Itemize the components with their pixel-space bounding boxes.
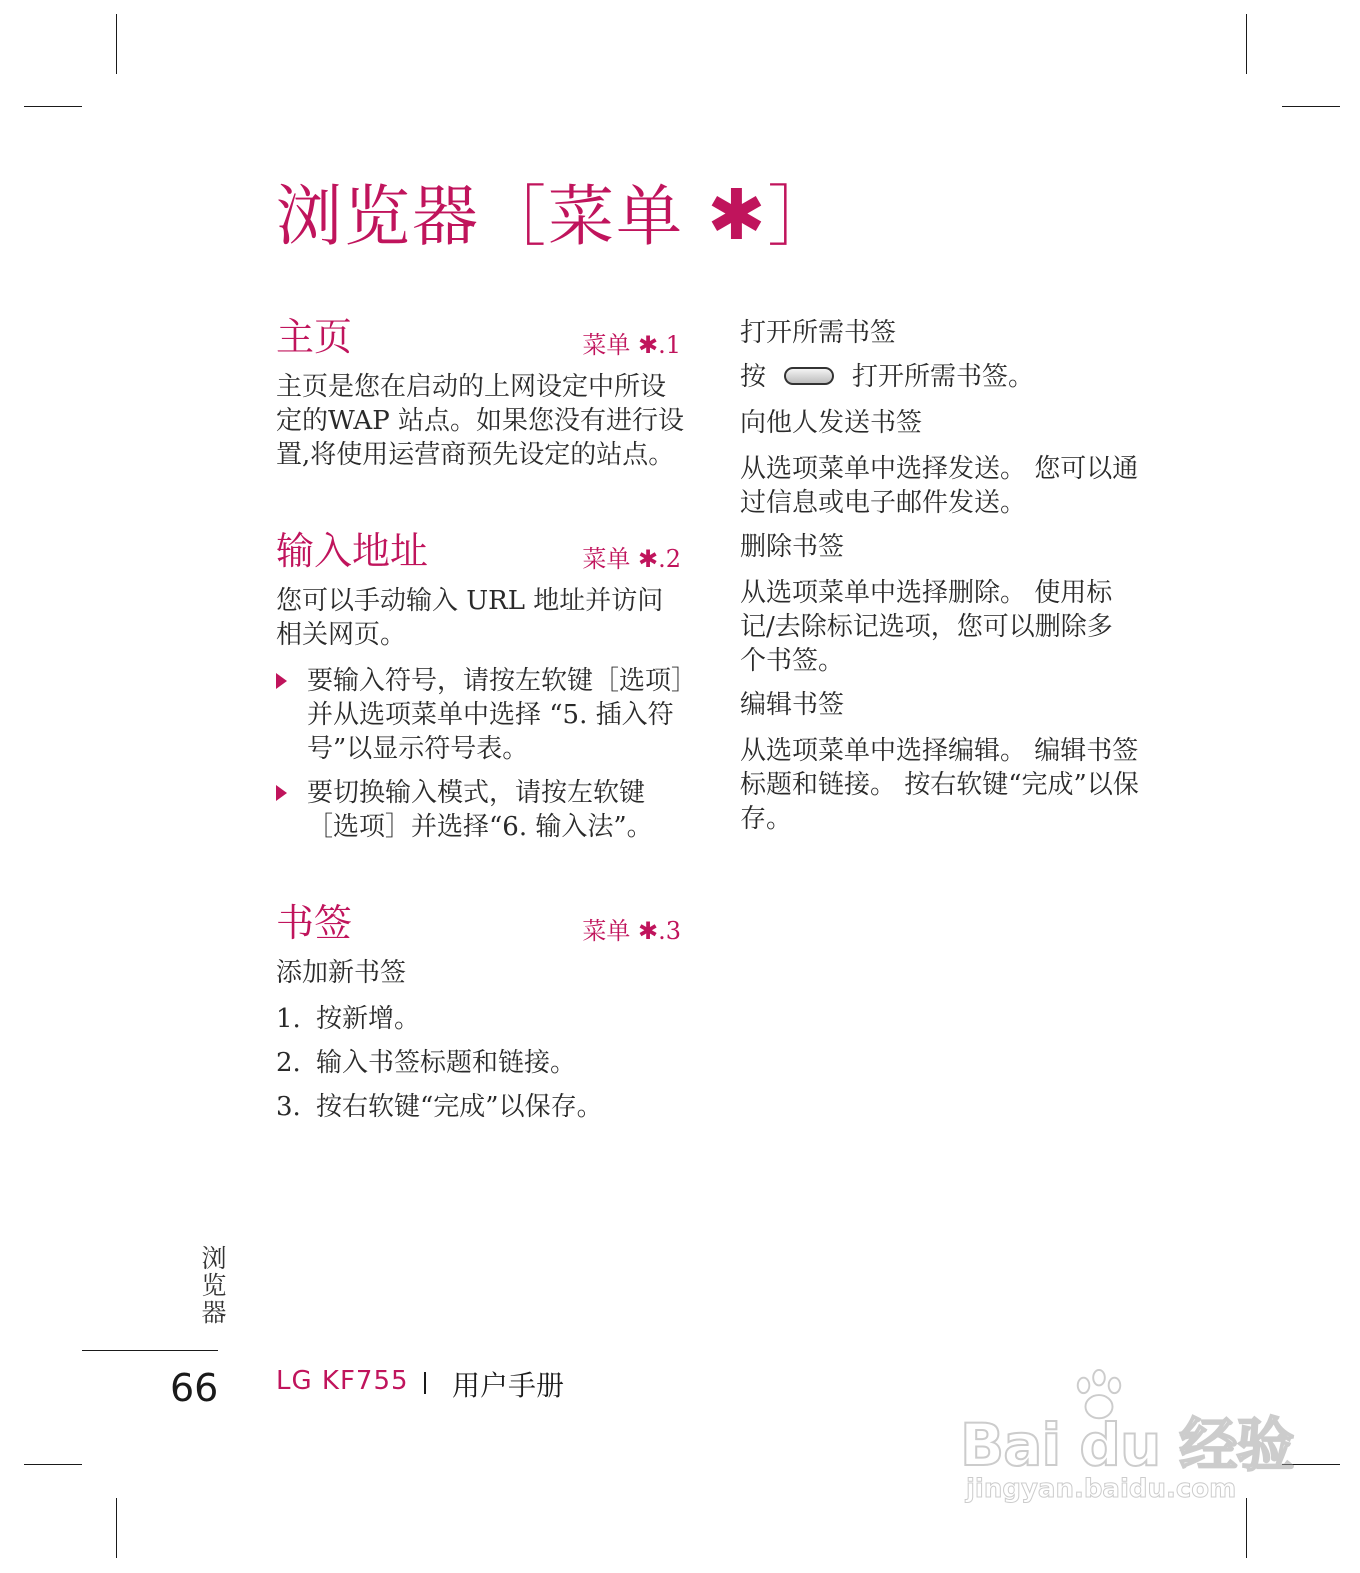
edit-bookmark-body: 从选项菜单中选择编辑。 编辑书签标题和链接。 按右软键“完成”以保存。	[740, 736, 1139, 834]
open-bookmark-pre: 按	[740, 362, 767, 392]
star-key-icon: ✱	[706, 174, 768, 256]
open-bookmark-title: 打开所需书签	[740, 318, 897, 348]
section-address-heading: 输入地址	[276, 529, 429, 573]
footer-manual-title: 用户手册	[452, 1369, 565, 1402]
section-home-heading: 主页	[276, 315, 353, 359]
section-home-body: 主页是您在启动的上网设定中所设定的WAP 站点。如果您没有进行设置,将使用运营商预先设定的站点。	[276, 372, 684, 470]
crop-mark-top-left-h	[24, 106, 82, 107]
menu-ref-prefix: 菜单	[582, 331, 638, 359]
page-title	[276, 170, 836, 262]
open-bookmark-post: 打开所需书签。	[852, 362, 1035, 392]
step-number: 2.	[276, 1048, 301, 1078]
step-number: 1.	[276, 1004, 301, 1034]
watermark-url: jingyan.baidu.com	[966, 1474, 1237, 1504]
step-text: 输入书签标题和链接。	[316, 1048, 577, 1078]
menu-ref-number: .3	[658, 917, 681, 945]
star-key-icon: ✱	[637, 331, 659, 359]
section-bookmarks-header	[276, 898, 681, 948]
bullet-text: 要切换输入模式，请按左软键［选项］并选择“6. 输入法”。	[307, 778, 653, 842]
crop-mark-top-left-v	[116, 14, 117, 74]
section-bookmarks-menu-ref	[582, 911, 681, 946]
footer-rule	[82, 1350, 218, 1351]
watermark-brand: Bai du 经验	[960, 1411, 1294, 1479]
menu-ref-number: .1	[658, 331, 681, 359]
send-bookmark-body: 从选项菜单中选择发送。 您可以通过信息或电子邮件发送。	[740, 454, 1139, 518]
triangle-bullet-icon	[276, 673, 287, 689]
page-title-text: 浏览器［菜单	[276, 178, 707, 255]
section-address-header	[276, 526, 681, 576]
crop-mark-bottom-left-v	[116, 1498, 117, 1558]
step-text: 按右软键“完成”以保存。	[316, 1092, 603, 1122]
section-home-header	[276, 312, 681, 362]
menu-ref-prefix: 菜单	[582, 545, 638, 573]
star-key-icon: ✱	[637, 917, 659, 945]
section-address-body: 您可以手动输入 URL 地址并访问相关网页。	[276, 586, 664, 650]
baidu-watermark	[960, 1368, 1294, 1518]
send-bookmark-title: 向他人发送书签	[740, 408, 923, 438]
section-bookmarks-heading: 书签	[276, 901, 353, 945]
step-text: 按新增。	[316, 1004, 421, 1034]
page-number: 66	[170, 1366, 219, 1410]
crop-mark-top-right-v	[1246, 14, 1247, 74]
open-bookmark-body	[740, 360, 1034, 394]
delete-bookmark-body: 从选项菜单中选择删除。 使用标记/去除标记选项，您可以删除多个书签。	[740, 578, 1113, 676]
menu-ref-prefix: 菜单	[582, 917, 638, 945]
menu-ref-number: .2	[658, 545, 681, 573]
list-item	[276, 1046, 576, 1080]
star-key-icon: ✱	[637, 545, 659, 573]
section-home-menu-ref	[582, 325, 681, 360]
edit-bookmark-title: 编辑书签	[740, 690, 845, 720]
ok-key-icon	[784, 367, 834, 385]
side-section-label: 浏览器	[198, 1245, 227, 1326]
list-item	[276, 1090, 603, 1124]
crop-mark-bottom-left-h	[24, 1464, 82, 1465]
footer-brand: LG KF755	[276, 1366, 409, 1396]
triangle-bullet-icon	[276, 785, 287, 801]
bullet-text: 要输入符号，请按左软键［选项］并从选项菜单中选择 “5. 插入符号”以显示符号表。	[307, 666, 685, 764]
page-title-close: ］	[767, 178, 836, 255]
step-number: 3.	[276, 1092, 301, 1122]
add-bookmark-title: 添加新书签	[276, 958, 407, 988]
footer-separator	[424, 1372, 426, 1394]
section-address-menu-ref	[582, 539, 681, 574]
crop-mark-top-right-h	[1282, 106, 1340, 107]
delete-bookmark-title: 删除书签	[740, 532, 845, 562]
list-item	[276, 1002, 420, 1036]
